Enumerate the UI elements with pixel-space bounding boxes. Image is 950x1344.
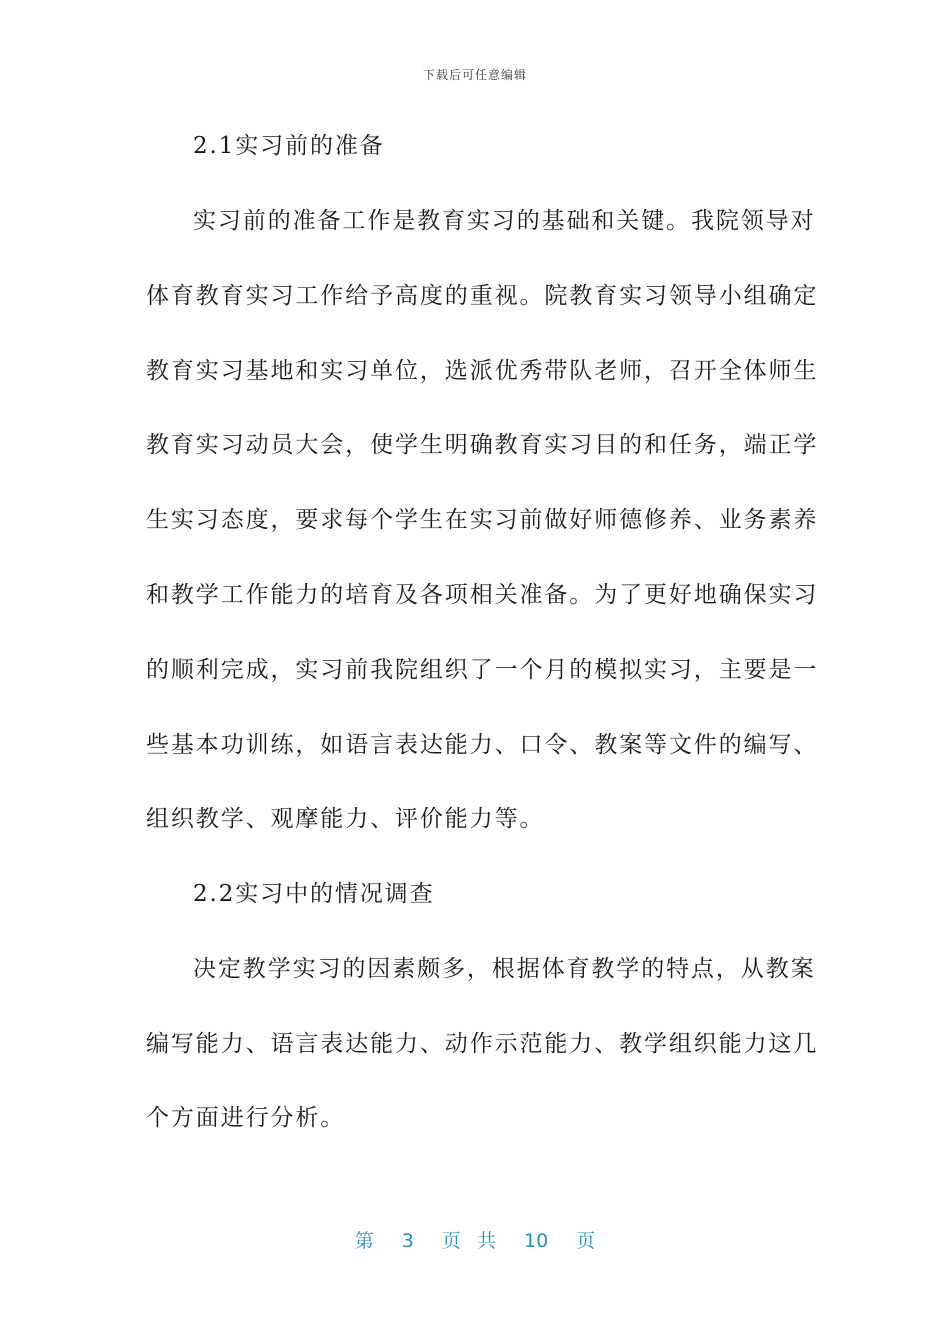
paragraph-line: 编写能力、语言表达能力、动作示范能力、教学组织能力这几 [146, 1031, 819, 1057]
section-heading-2-1: 2.1实习前的准备 [193, 133, 385, 159]
paragraph-line: 决定教学实习的因素颇多，根据体育教学的特点，从教案 [193, 956, 816, 982]
paragraph-line: 的顺利完成，实习前我院组织了一个月的模拟实习，主要是一 [146, 657, 819, 683]
paragraph-line: 个方面进行分析。 [146, 1105, 346, 1131]
paragraph-line: 生实习态度，要求每个学生在实习前做好师德修养、业务素养 [146, 507, 819, 533]
paragraph-line: 实习前的准备工作是教育实习的基础和关键。我院领导对 [193, 208, 816, 234]
paragraph-line: 体育教育实习工作给予高度的重视。院教育实习领导小组确定 [146, 283, 819, 309]
paragraph-line: 教育实习基地和实习单位，选派优秀带队老师，召开全体师生 [146, 358, 819, 384]
page-mid: 页 共 [441, 1230, 496, 1252]
page-total: 10 [524, 1230, 549, 1252]
page-prefix: 第 [354, 1230, 374, 1252]
paragraph-line: 教育实习动员大会，使学生明确教育实习目的和任务，端正学 [146, 432, 819, 458]
page-suffix: 页 [576, 1230, 596, 1252]
page-number: 3 [401, 1230, 414, 1252]
header-note: 下载后可任意编辑 [422, 68, 527, 82]
page-footer [0, 1226, 950, 1253]
paragraph-line: 和教学工作能力的培育及各项相关准备。为了更好地确保实习 [146, 582, 819, 608]
paragraph-line: 些基本功训练，如语言表达能力、口令、教案等文件的编写、 [146, 732, 819, 758]
section-heading-2-2: 2.2实习中的情况调查 [193, 881, 435, 907]
paragraph-line: 组织教学、观摩能力、评价能力等。 [146, 806, 545, 832]
